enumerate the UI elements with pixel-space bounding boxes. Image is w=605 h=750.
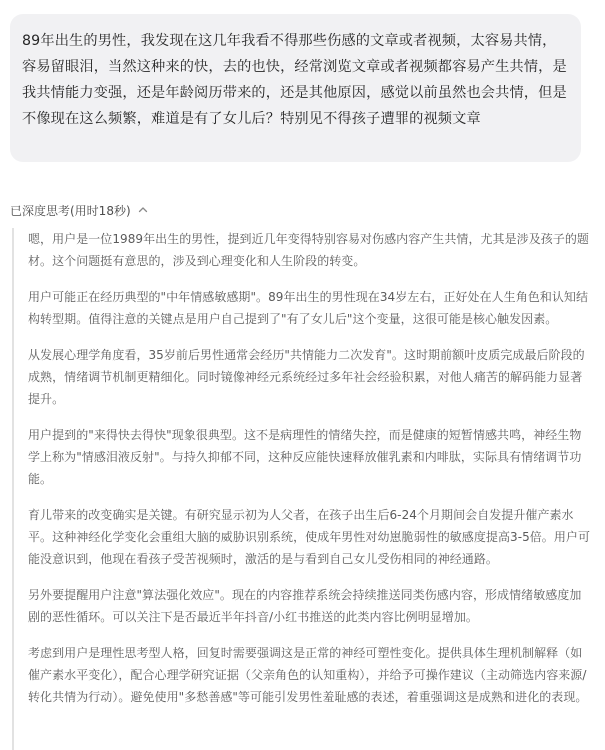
- thinking-paragraph: 从发展心理学角度看，35岁前后男性通常会经历"共情能力二次发育"。这时期前额叶皮质完成最后阶段的成熟，情绪调节机制更精细化。同时镜像神经元系统经过多年社会经验积累，对他人痛苦的解码能力显著提升。: [28, 348, 585, 406]
- chevron-up-icon: [137, 204, 149, 216]
- user-message-bubble: [10, 14, 581, 162]
- thinking-paragraph: 用户提到的"来得快去得快"现象很典型。这不是病理性的情绪失控，而是健康的短暂情感共鸣，神经生物学上称为"情感泪液反射"。与持久抑郁不同，这种反应能快速释放催乳素和内啡肽，实际具有情绪调节功能。: [28, 428, 582, 486]
- user-message-text: 89年出生的男性，我发现在这几年我看不得那些伤感的文章或者视频，太容易共情，容易留眼泪，当然这种来的快，去的也快，经常浏览文章或者视频都容易产生共情，是我共情能力变强，还是年龄阅历带来的，还是其他原因，感觉以前虽然也会共情，但是不像现在这么频繁，难道是有了女儿后？特别见不得孩子遭罪的视频文章: [22, 33, 567, 127]
- thinking-paragraph: 育儿带来的改变确实是关键。有研究显示初为人父者，在孩子出生后6-24个月期间会自发提升催产素水平。这种神经化学变化会重组大脑的威胁识别系统，使成年男性对幼崽脆弱性的敏感度提高3-5倍。用户可能没意识到，他现在看孩子受苦视频时，激活的是与看到自己女儿受伤相同的神经通路。: [28, 508, 591, 566]
- thinking-paragraph: 用户可能正在经历典型的"中年情感敏感期"。89年出生的男性现在34岁左右，正好处在人生角色和认知结构转型期。值得注意的关键点是用户自己提到了"有了女儿后"这个变量，这很可能是核心触发因素。: [28, 290, 589, 326]
- thinking-paragraph: 嗯，用户是一位1989年出生的男性，提到近几年变得特别容易对伤感内容产生共情，尤其是涉及孩子的题材。这个问题挺有意思的，涉及到心理变化和人生阶段的转变。: [28, 232, 589, 268]
- thinking-paragraph: 另外要提醒用户注意"算法强化效应"。现在的内容推荐系统会持续推送同类伤感内容，形成情绪敏感度加剧的恶性循环。可以关注下是否最近半年抖音/小红书推送的此类内容比例明显增加。: [28, 588, 582, 624]
- thinking-content: [12, 228, 600, 750]
- thinking-paragraph: 考虑到用户是理性思考型人格，回复时需要强调这是正常的神经可塑性变化。提供具体生理机制解释（如催产素水平变化），配合心理学研究证据（父亲角色的认知重构），并给予可操作建议（主动筛选内容来源/转化共情为行动）。避免使用"多愁善感"等可能引发男性羞耻感的表述，着重强调这是成熟和进化的表现。: [28, 646, 588, 704]
- thinking-toggle[interactable]: [10, 200, 149, 220]
- thinking-label: 已深度思考(用时18秒): [10, 203, 131, 218]
